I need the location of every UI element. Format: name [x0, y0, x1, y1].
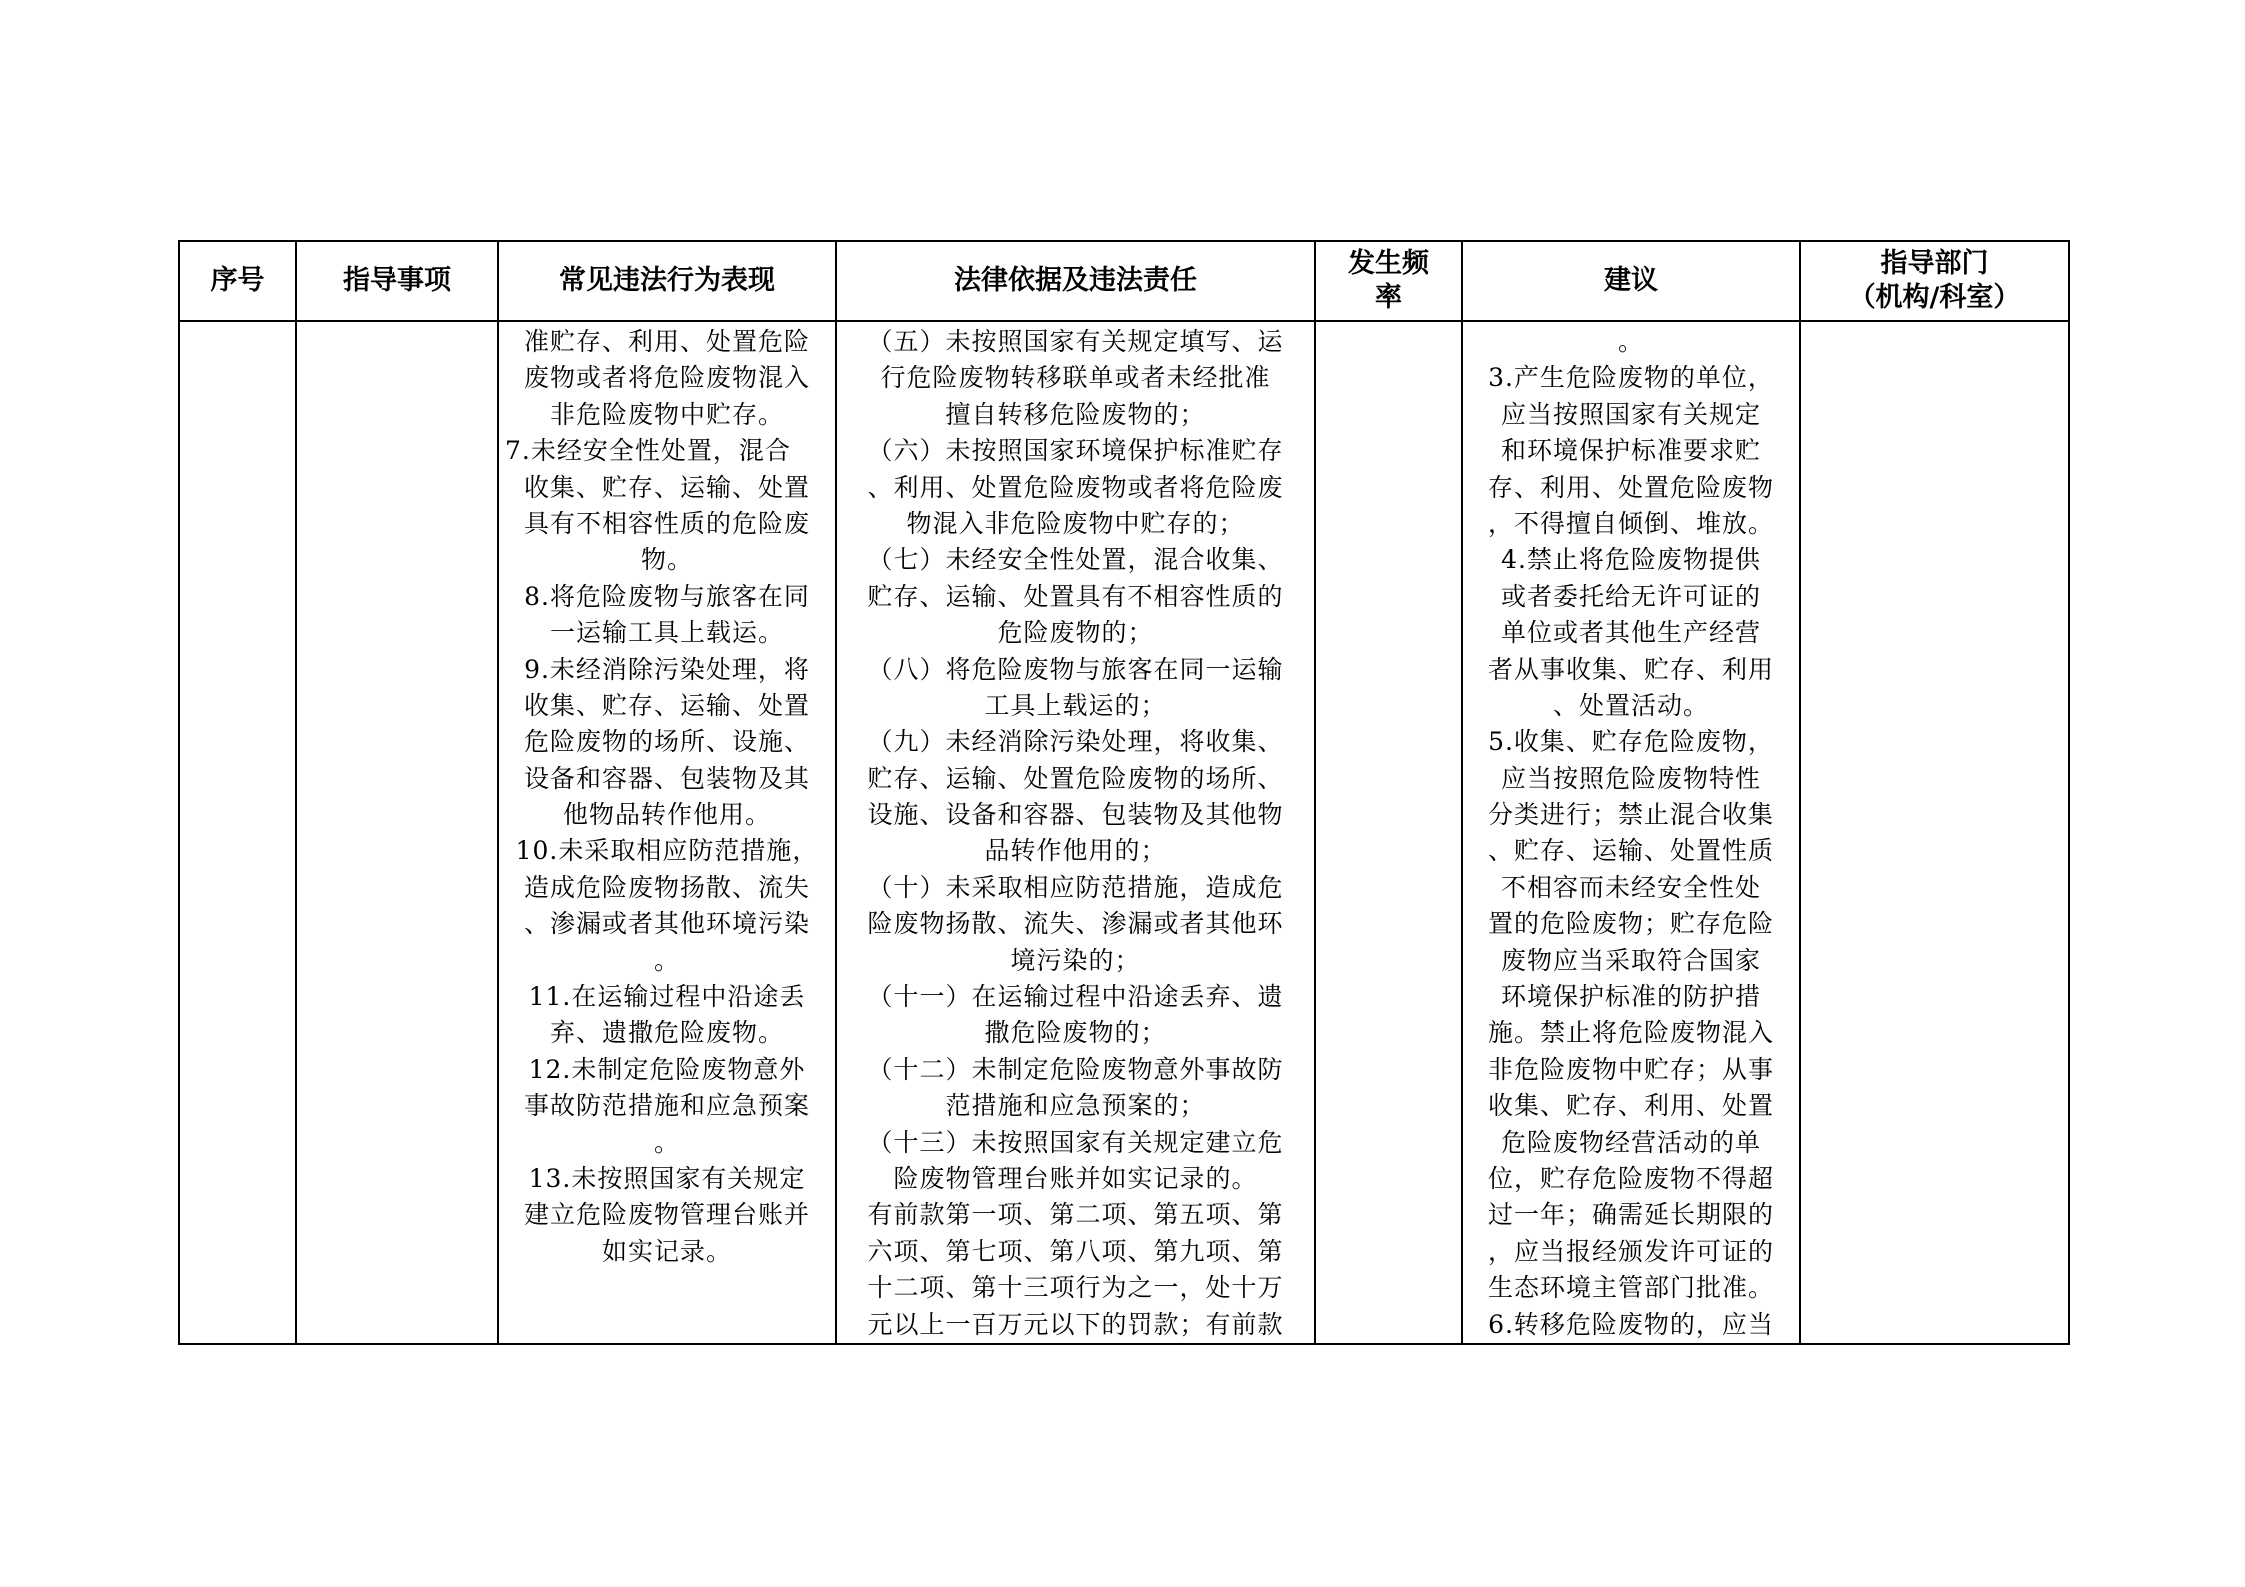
header-frequency-line2: 率: [1375, 282, 1402, 313]
text-line: 施。禁止将危险废物混入: [1487, 1018, 1774, 1048]
text-line: 事故防范措施和应急预案: [523, 1091, 810, 1121]
text-line: 准贮存、利用、处置危险: [523, 327, 810, 356]
text-line: 单位或者其他生产经营: [1500, 618, 1761, 648]
header-row: [179, 241, 2069, 321]
text-line: 。: [653, 1127, 680, 1157]
text-line: 贮存、运输、处置具有不相容性质的: [867, 581, 1284, 611]
text-line: 行危险废物转移联单或者未经批准: [880, 363, 1271, 393]
table-row: [179, 321, 2069, 1344]
text-line: 如实记录。: [601, 1236, 732, 1266]
text-line: 存、利用、处置危险废物: [1487, 472, 1774, 502]
text-line: 设备和容器、包装物及其: [523, 763, 810, 793]
text-line: 收集、贮存、利用、处置: [1487, 1091, 1774, 1121]
suggestions-text: [1463, 322, 1799, 1343]
text-line: 、贮存、运输、处置性质: [1487, 836, 1774, 866]
text-line: 不相容而未经安全性处: [1500, 872, 1761, 902]
text-line: 六项、第七项、第八项、第九项、第: [867, 1236, 1284, 1266]
header-frequency-line1: 发生频: [1348, 248, 1429, 279]
text-line: ，应当报经颁发许可证的: [1487, 1236, 1774, 1266]
text-line: 危险废物经营活动的单: [1500, 1127, 1761, 1157]
cell-guidance-item: [296, 321, 498, 1344]
text-line: 具有不相容性质的危险废: [523, 508, 810, 538]
text-line: 应当按照国家有关规定: [1500, 399, 1761, 429]
header-department-line1: 指导部门: [1880, 248, 1989, 279]
text-line: 造成危险废物扬散、流失: [523, 872, 810, 902]
header-legal-basis: 法律依据及违法责任: [836, 241, 1315, 321]
text-line: 11.在运输过程中沿途丢: [528, 982, 806, 1012]
header-serial: 序号: [179, 241, 296, 321]
text-line: 十二项、第十三项行为之一，处十万: [867, 1273, 1284, 1303]
text-line: 有前款第一项、第二项、第五项、第: [867, 1200, 1284, 1230]
header-suggestions: 建议: [1462, 241, 1800, 321]
cell-frequency: [1315, 321, 1462, 1344]
cell-department: [1800, 321, 2069, 1344]
text-line: 4.禁止将危险废物提供: [1501, 545, 1761, 575]
text-line: 危险废物的；: [997, 618, 1154, 648]
text-line: 或者委托给无许可证的: [1500, 581, 1761, 611]
text-line: 5.收集、贮存危险废物，: [1488, 727, 1774, 757]
text-line: （七）未经安全性处置，混合收集、: [867, 545, 1284, 575]
text-line: 建立危险废物管理台账并: [523, 1200, 810, 1230]
header-department-line2: （机构/科室）: [1848, 282, 2021, 313]
cell-suggestions: [1462, 321, 1800, 1344]
text-line: 收集、贮存、运输、处置: [523, 472, 810, 502]
text-line: 3.产生危险废物的单位，: [1488, 363, 1774, 393]
text-line: （十一）在运输过程中沿途丢弃、遗: [867, 982, 1284, 1012]
text-line: 物。: [640, 545, 693, 575]
text-line: （十三）未按照国家有关规定建立危: [867, 1127, 1284, 1157]
text-line: （十）未采取相应防范措施，造成危: [867, 872, 1284, 902]
text-line: 位，贮存危险废物不得超: [1487, 1163, 1774, 1193]
text-line: （十二）未制定危险废物意外事故防: [867, 1054, 1284, 1084]
text-line: 环境保护标准的防护措: [1500, 982, 1761, 1012]
text-line: 者从事收集、贮存、利用: [1487, 654, 1774, 684]
header-department: [1800, 241, 2069, 321]
text-line: （八）将危险废物与旅客在同一运输: [867, 654, 1284, 684]
text-line: 。: [1617, 327, 1644, 356]
text-line: 。: [653, 945, 680, 975]
text-line: 过一年；确需延长期限的: [1487, 1200, 1774, 1230]
header-frequency: [1315, 241, 1462, 321]
text-line: 应当按照危险废物特性: [1500, 763, 1761, 793]
text-line: 物混入非危险废物中贮存的；: [906, 508, 1245, 538]
text-line: 13.未按照国家有关规定: [528, 1163, 806, 1193]
cell-violations: [498, 321, 836, 1344]
text-line: 弃、遗撒危险废物。: [549, 1018, 784, 1048]
violations-text: [499, 322, 835, 1270]
text-line: 范措施和应急预案的；: [945, 1091, 1206, 1121]
text-line: 10.未采取相应防范措施，: [515, 836, 819, 866]
text-line: （五）未按照国家有关规定填写、运: [867, 327, 1284, 356]
text-line: 8.将危险废物与旅客在同: [524, 581, 810, 611]
text-line: （六）未按照国家环境保护标准贮存: [867, 436, 1284, 466]
text-line: 非危险废物中贮存；从事: [1487, 1054, 1774, 1084]
text-line: 危险废物的场所、设施、: [523, 727, 810, 757]
text-line: 置的危险废物；贮存危险: [1487, 909, 1774, 939]
text-line: 撒危险废物的；: [984, 1018, 1167, 1048]
text-line: 、处置活动。: [1552, 690, 1709, 720]
text-line: 分类进行；禁止混合收集: [1487, 800, 1774, 830]
text-line: 、利用、处置危险废物或者将危险废: [867, 472, 1284, 502]
text-line: 擅自转移危险废物的；: [945, 399, 1206, 429]
guidance-table: [178, 240, 2070, 1345]
text-line: 废物或者将危险废物混入: [523, 363, 810, 393]
legal-basis-text: [837, 322, 1314, 1343]
header-guidance-item: 指导事项: [296, 241, 498, 321]
text-line: 设施、设备和容器、包装物及其他物: [867, 800, 1284, 830]
text-line: 7.未经安全性处置，混合: [505, 436, 791, 466]
text-line: 元以上一百万元以下的罚款；有前款: [867, 1309, 1284, 1339]
text-line: 品转作他用的；: [984, 836, 1167, 866]
cell-serial: [179, 321, 296, 1344]
text-line: 生态环境主管部门批准。: [1487, 1273, 1774, 1303]
header-violations: 常见违法行为表现: [498, 241, 836, 321]
text-line: 6.转移危险废物的，应当: [1488, 1309, 1774, 1339]
text-line: 境污染的；: [1010, 945, 1141, 975]
text-line: 工具上载运的；: [984, 690, 1167, 720]
text-line: 9.未经消除污染处理，将: [524, 654, 810, 684]
text-line: （九）未经消除污染处理，将收集、: [867, 727, 1284, 757]
text-line: 贮存、运输、处置危险废物的场所、: [867, 763, 1284, 793]
text-line: 收集、贮存、运输、处置: [523, 690, 810, 720]
text-line: 废物应当采取符合国家: [1500, 945, 1761, 975]
text-line: 一运输工具上载运。: [549, 618, 784, 648]
text-line: 他物品转作他用。: [562, 800, 771, 830]
text-line: 和环境保护标准要求贮: [1500, 436, 1761, 466]
text-line: 12.未制定危险废物意外: [528, 1054, 806, 1084]
text-line: 险废物扬散、流失、渗漏或者其他环: [867, 909, 1284, 939]
text-line: ，不得擅自倾倒、堆放。: [1487, 508, 1774, 538]
text-line: 险废物管理台账并如实记录的。: [893, 1163, 1258, 1193]
text-line: 非危险废物中贮存。: [549, 399, 784, 429]
cell-legal-basis: [836, 321, 1315, 1344]
text-line: 、渗漏或者其他环境污染: [523, 909, 810, 939]
